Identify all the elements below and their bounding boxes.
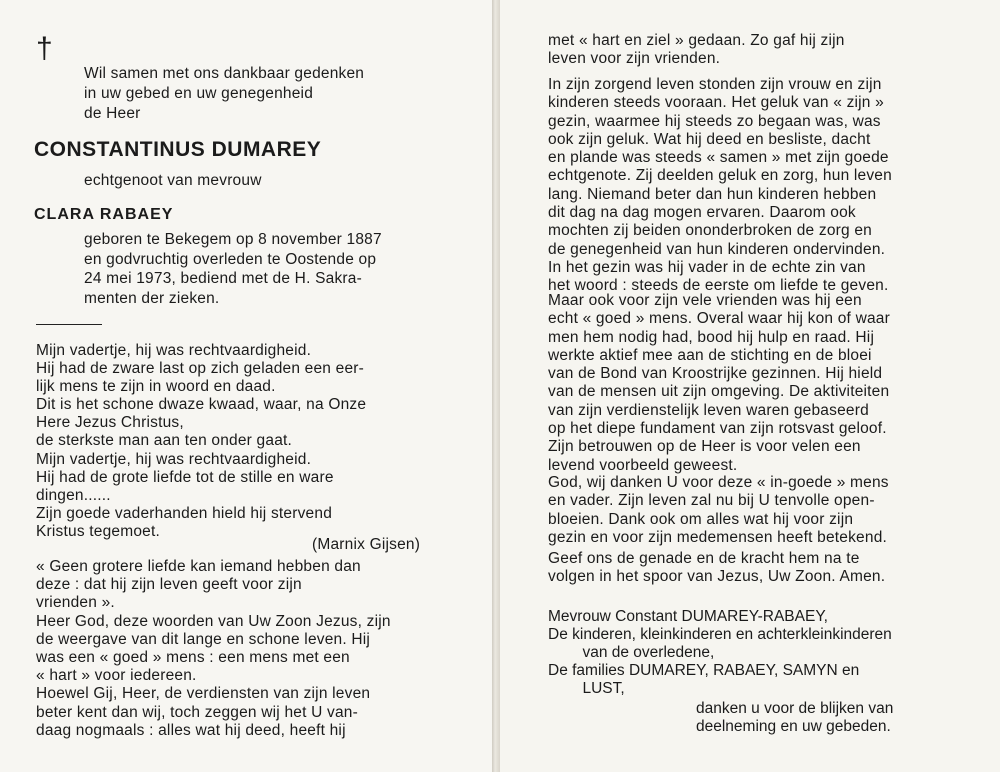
signatory-widow: Mevrouw Constant DUMAREY-RABAEY, [548,608,828,625]
intro-text: Wil samen met ons dankbaar gedenken in uw gebed en uw genegenheid de Heer [84,65,365,122]
paragraph-5: Geef ons de genade en de kracht hem na te volgen in het spoor van Jezus, Uw Zoon. Amen. [548,550,886,586]
divider [36,324,102,325]
deceased-name: CONSTANTINUS DUMAREY [34,138,322,161]
paragraph-2: In zijn zorgend leven stonden zijn vrouw en zijn kinderen steeds vooraan. Het geluk van « zijn » gezin, waarmee hij steeds zo begaan was, was ook zijn geluk. Wat hij deed en besliste, dacht en plande was steeds « samen » met zijn goede echtgenote. Zij deelden geluk en zorg, hun leven lang. Niemand beter dan hun kinderen hebben dit dag na dag mogen ervaren. Daarom ook mochten zij beiden ononderbroken de zorg en de genegenheid van hun kinderen ondervinden. In het gezin was hij vader in de echte zin van het woord : steeds de eerste om liefde te geven. [548,76,892,295]
spouse-line: echtgenoot van mevrouw [84,172,262,189]
right-page [500,0,1000,772]
signatory-children: De kinderen, kleinkinderen en achterkleinkinderen van de overledene, [548,626,892,661]
scripture-text: « Geen grotere liefde kan iemand hebben dan deze : dat hij zijn leven geeft voor zijn vrienden ». Heer God, deze woorden van Uw Zoon Jezus, zijn de weergave van dit lange en schone leven. Hij was een « goed » mens : een mens met een « hart » voor iedereen. Hoewel Gij, Heer, de verdiensten van zijn leven beter kent dan wij, toch zeggen wij het U van- daag nogmaals : alles wat hij deed, heeft hij [36,558,391,739]
spouse-name: CLARA RABAEY [34,206,174,223]
paragraph-3: Maar ook voor zijn vele vrienden was hij een echt « goed » mens. Overal waar hij kon of waar men hem nodig had, bood hij hulp en raad. Hij werkte aktief mee aan de stichting en de bloei van de Bond van Kroostrijke gezinnen. Hij hield van de mensen uit zijn omgeving. De aktiviteiten van zijn verdienstelijk leven waren gebaseerd op het diepe fundament van zijn rotsvast geloof. Zijn betrouwen op de Heer is voor velen een levend voorbeeld geweest. [548,292,890,474]
bio-text: geboren te Bekegem op 8 november 1887 en godvruchtig overleden te Oostende op 24 mei 1973, bediend met de H. Sakra- menten der zieken. [84,231,382,307]
card-fold [492,0,500,772]
poem-text: Mijn vadertje, hij was rechtvaardigheid. Hij had de zware last op zich geladen een eer- lijk mens te zijn in woord en daad. Dit is het schone dwaze kwaad, waar, na Onze Here Jezus Christus, de sterkste man aan ten onder gaat. Mijn vadertje, hij was rechtvaardigheid. Hij had de grote liefde tot de stille en ware dingen...... Zijn goede vaderhanden hield hij stervend Kristus tegemoet. [36,342,367,540]
cross-symbol: † [36,32,53,65]
thanks-text: danken u voor de blijken van deelneming en uw gebeden. [696,700,894,735]
left-page [0,0,493,772]
paragraph-1: met « hart en ziel » gedaan. Zo gaf hij zijn leven voor zijn vrienden. [548,32,845,67]
signatory-families: De families DUMAREY, RABAEY, SAMYN en LUST, [548,662,860,697]
poem-author: (Marnix Gijsen) [312,536,421,553]
paragraph-4: God, wij danken U voor deze « in-goede » mens en vader. Zijn leven zal nu bij U tenvolle open- bloeien. Dank ook om alles wat hij voor zijn gezin en voor zijn medemensen heeft betekend. [548,474,889,546]
